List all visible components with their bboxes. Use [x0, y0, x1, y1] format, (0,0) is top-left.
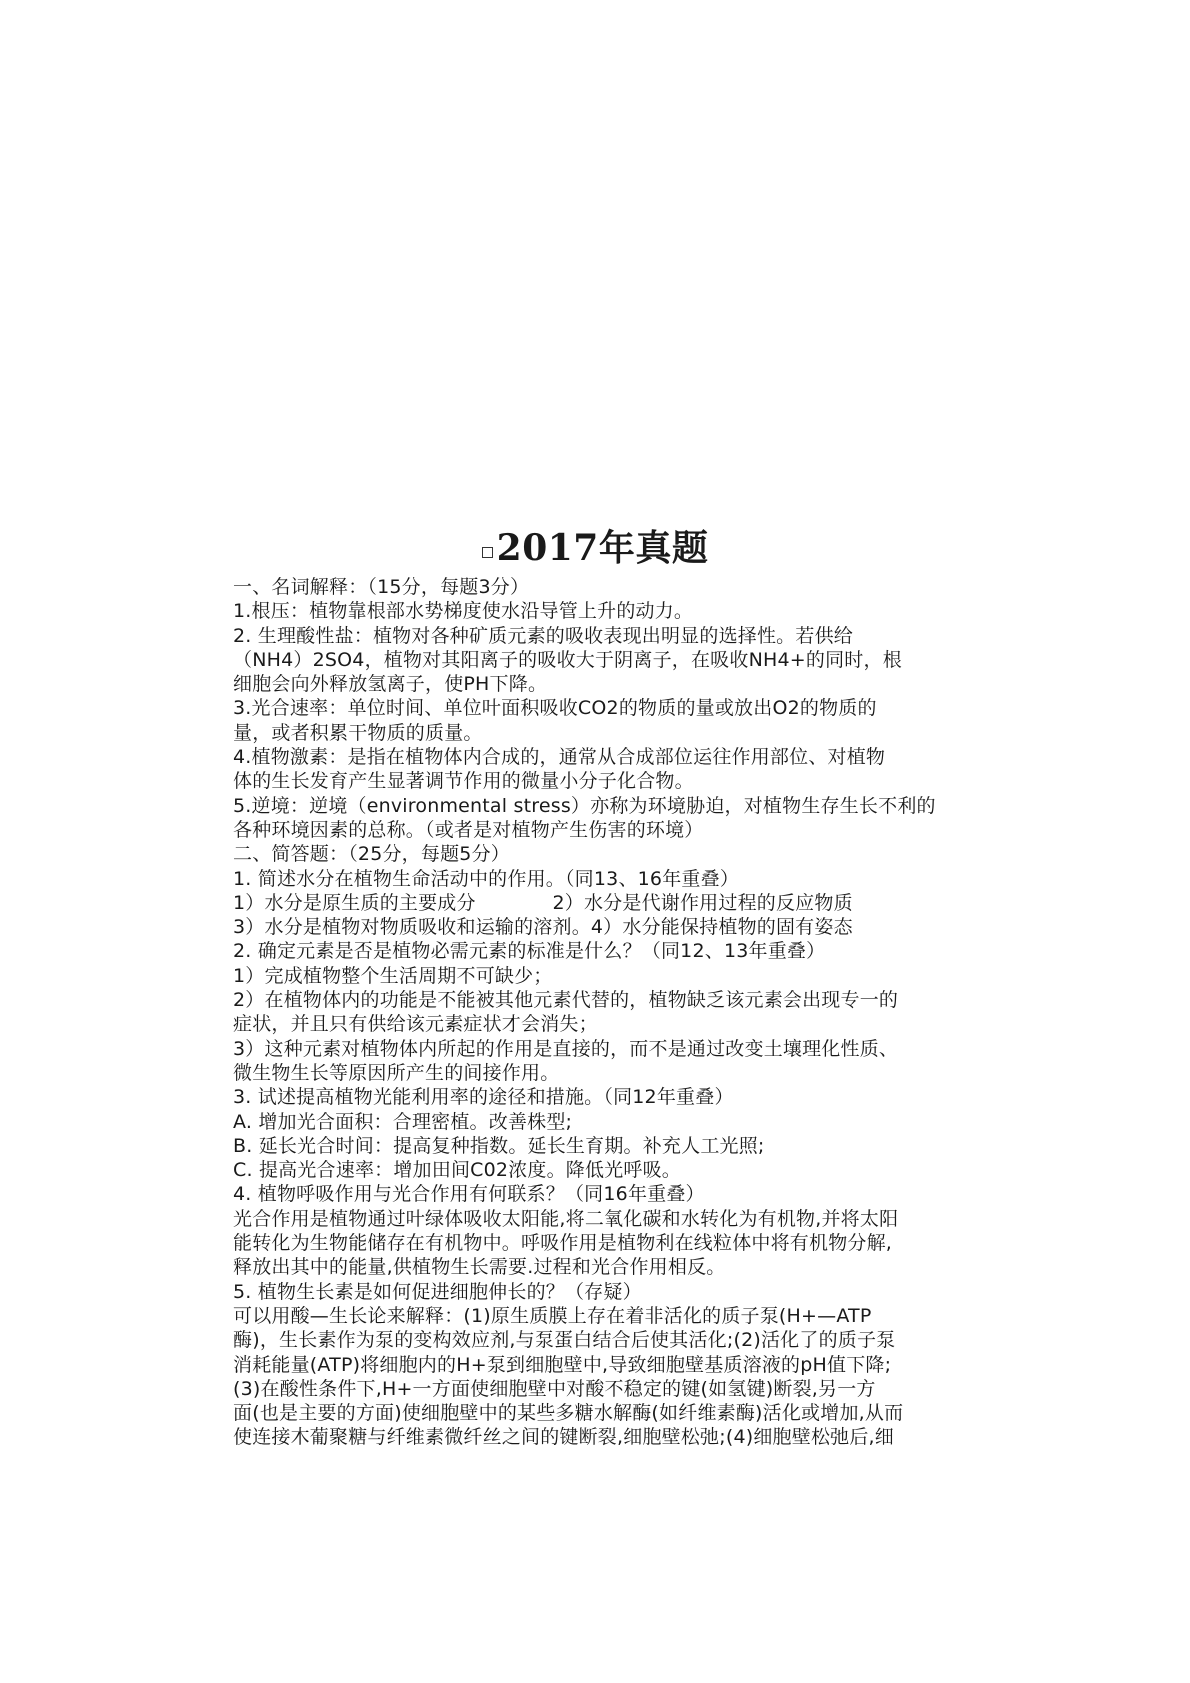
document-body [233, 575, 968, 1450]
text-line: 光合作用是植物通过叶绿体吸收太阳能,将二氧化碳和水转化为有机物,并将太阳 [233, 1207, 899, 1230]
text-line: 5.逆境：逆境（environmental stress）亦称为环境胁迫，对植物生存生长不利的 [233, 794, 936, 817]
text-line: 症状，并且只有供给该元素症状才会消失； [233, 1013, 598, 1036]
text-line: 5. 植物生长素是如何促进细胞伸长的？（存疑） [233, 1280, 642, 1303]
text-line: 1. 简述水分在植物生命活动中的作用。（同13、16年重叠） [233, 867, 740, 890]
text-line: 1）完成植物整个生活周期不可缺少； [233, 964, 553, 987]
text-line: 3. 试述提高植物光能利用率的途径和措施。（同12年重叠） [233, 1086, 734, 1109]
text-line: 各种环境因素的总称。（或者是对植物产生伤害的环境） [233, 818, 704, 841]
text-line: 1）水分是原生质的主要成分 2）水分是代谢作用过程的反应物质 [233, 891, 853, 914]
text-line: 细胞会向外释放氢离子，使PH下降。 [233, 673, 548, 696]
text-line: 酶)，生长素作为泵的变构效应剂,与泵蛋白结合后使其活化;(2)活化了的质子泵 [233, 1329, 896, 1352]
checkbox-glyph-icon [482, 547, 493, 558]
text-line: 一、名词解释：（15分，每题3分） [233, 576, 530, 598]
text-line: C. 提高光合速率：增加田间C02浓度。降低光呼吸。 [233, 1159, 681, 1182]
text-line: 2）在植物体内的功能是不能被其他元素代替的，植物缺乏该元素会出现专一的 [233, 989, 899, 1012]
text-line: 4. 植物呼吸作用与光合作用有何联系？（同16年重叠） [233, 1183, 705, 1206]
text-line: 使连接木葡聚糖与纤维素微纤丝之间的键断裂,细胞壁松弛;(4)细胞壁松弛后,细 [233, 1426, 894, 1449]
text-line: 面(也是主要的方面)使细胞壁中的某些多糖水解酶(如纤维素酶)活化或增加,从而 [233, 1402, 904, 1425]
text-line: 3）这种元素对植物体内所起的作用是直接的，而不是通过改变土壤理化性质、 [233, 1037, 899, 1060]
text-line: 3）水分是植物对物质吸收和运输的溶剂。4）水分能保持植物的固有姿态 [233, 916, 853, 939]
text-line: 体的生长发育产生显著调节作用的微量小分子化合物。 [233, 770, 694, 793]
text-line: A. 增加光合面积：合理密植。改善株型; [233, 1110, 573, 1133]
text-line: 微生物生长等原因所产生的间接作用。 [233, 1061, 560, 1084]
page-title-text: 2017年真题 [496, 527, 709, 569]
text-line: 2. 生理酸性盐：植物对各种矿质元素的吸收表现出明显的选择性。若供给 [233, 624, 853, 647]
page-title [0, 526, 1190, 570]
text-line: 2. 确定元素是否是植物必需元素的标准是什么？（同12、13年重叠） [233, 940, 826, 963]
text-line: （NH4）2SO4，植物对其阳离子的吸收大于阴离子，在吸收NH4+的同时，根 [233, 648, 902, 671]
text-line: 3.光合速率：单位时间、单位叶面积吸收CO2的物质的量或放出O2的物质的 [233, 697, 877, 720]
text-line: 能转化为生物能储存在有机物中。呼吸作用是植物利在线粒体中将有机物分解, [233, 1232, 893, 1255]
text-line: 消耗能量(ATP)将细胞内的H+泵到细胞壁中,导致细胞壁基质溶液的pH值下降; [233, 1353, 892, 1376]
text-line: B. 延长光合时间：提高复种指数。延长生育期。补充人工光照; [233, 1134, 765, 1157]
text-line: 量，或者积累干物质的质量。 [233, 721, 483, 744]
text-line: 二、简答题：（25分，每题5分） [233, 843, 510, 866]
text-line: (3)在酸性条件下,H+一方面使细胞壁中对酸不稳定的键(如氢键)断裂,另一方 [233, 1377, 876, 1400]
text-line: 4.植物激素：是指在植物体内合成的，通常从合成部位运往作用部位、对植物 [233, 746, 886, 769]
text-line: 可以用酸—生长论来解释：(1)原生质膜上存在着非活化的质子泵(H+—ATP [233, 1304, 872, 1327]
text-line: 1.根压：植物靠根部水势梯度使水沿导管上升的动力。 [233, 600, 694, 623]
text-line: 释放出其中的能量,供植物生长需要.过程和光合作用相反。 [233, 1256, 726, 1279]
